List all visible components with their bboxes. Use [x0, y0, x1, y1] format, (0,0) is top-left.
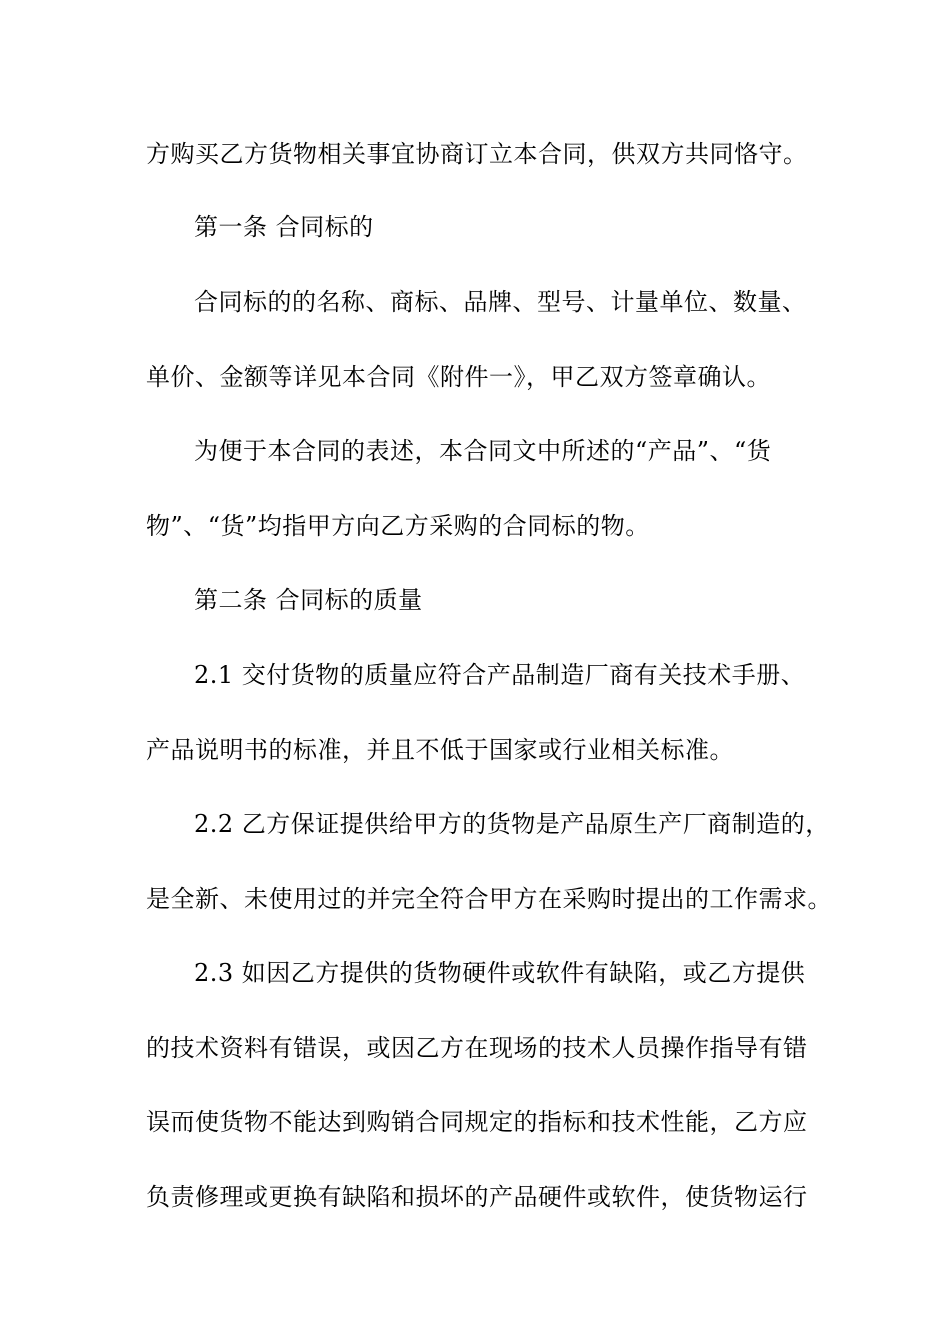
- clause-text-line: 误而使货物不能达到购销合同规定的指标和技术性能，乙方应: [146, 1108, 808, 1136]
- body-text-line: 单价、金额等详见本合同《附件一》，甲乙双方签章确认。: [146, 363, 771, 391]
- clause-text-line: 2.3 如因乙方提供的货物硬件或软件有缺陷，或乙方提供: [194, 959, 806, 987]
- clause-text-line: 的技术资料有错误，或因乙方在现场的技术人员操作指导有错: [146, 1034, 808, 1062]
- body-text-line: 为便于本合同的表述，本合同文中所述的“产品”、“货: [194, 437, 772, 465]
- clause-text-line: 2.1 交付货物的质量应符合产品制造厂商有关技术手册、: [194, 661, 806, 689]
- clause-text-line: 2.2 乙方保证提供给甲方的货物是产品原生产厂商制造的，: [194, 810, 830, 838]
- body-text-line: 合同标的的名称、商标、品牌、型号、计量单位、数量、: [194, 288, 807, 316]
- body-text-line: 方购买乙方货物相关事宜协商订立本合同，供双方共同恪守。: [146, 140, 808, 168]
- body-text-line: 物”、“货”均指甲方向乙方采购的合同标的物。: [146, 512, 650, 540]
- clause-text-line: 产品说明书的标准，并且不低于国家或行业相关标准。: [146, 736, 734, 764]
- article-heading: 第一条 合同标的: [194, 213, 374, 241]
- article-heading: 第二条 合同标的质量: [194, 586, 423, 614]
- clause-text-line: 负责修理或更换有缺陷和损坏的产品硬件或软件，使货物运行: [146, 1183, 808, 1211]
- clause-text-line: 是全新、未使用过的并完全符合甲方在采购时提出的工作需求。: [146, 885, 832, 913]
